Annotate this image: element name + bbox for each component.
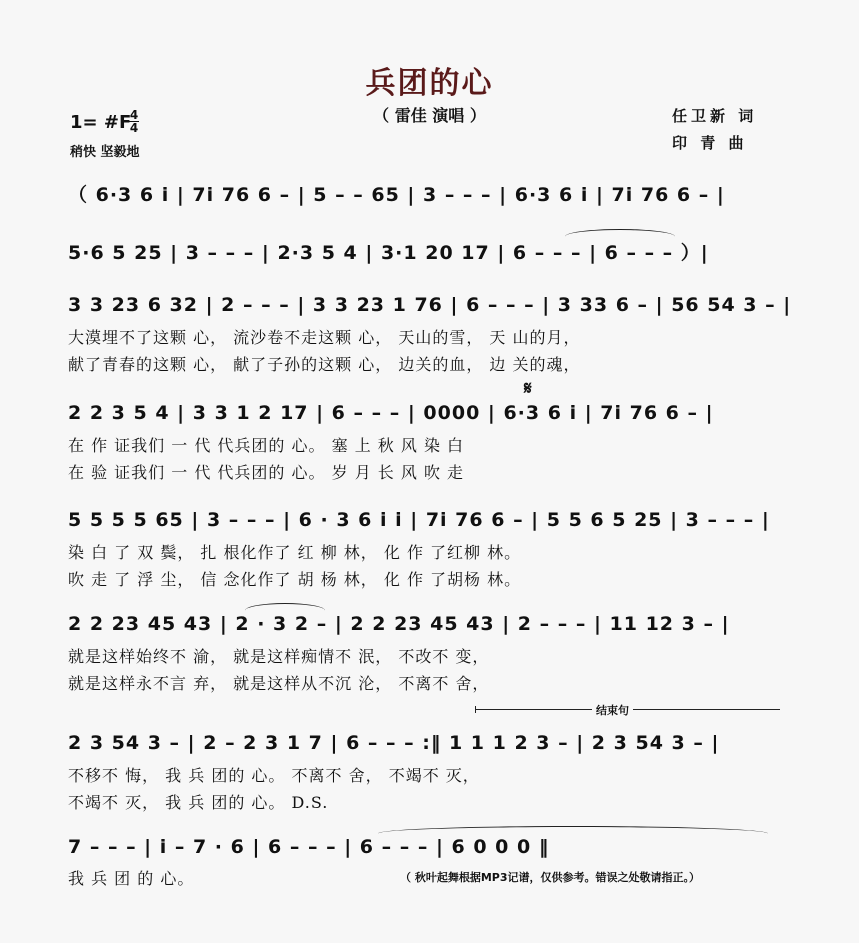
key-signature: 1= #F [70, 112, 132, 133]
slur-mark [378, 826, 768, 841]
lyric-line-6a: 就是这样始终不 渝， 就是这样痴情不 泯， 不改不 变， [68, 647, 490, 666]
notation-line-4: 2 2 3 5 4 | 3 3 1 2 17 | 6 – – – | 0000 | 6·3 6 i | 7i 76 6 – | [68, 402, 714, 424]
notation-line-8: 7 – – – | i – 7 · 6 | 6 – – – | 6 – – – | 6 0 0 0 ‖ [68, 836, 550, 858]
notation-line-1: （ 6·3 6 i | 7i 76 6 – | 5 – – 65 | 3 – – – | 6·3 6 i | 7i 76 6 – | [68, 184, 725, 206]
tempo-marking: 稍快 坚毅地 [70, 145, 140, 160]
segno-sign: 𝄋 [524, 378, 532, 399]
lyric-line-6b: 就是这样永不言 弃， 就是这样从不沉 沦， 不离不 舍， [68, 674, 490, 693]
end-marker: 结束句 [592, 702, 633, 718]
footnote: （ 秋叶起舞根据MP3记谱，仅供参考。错误之处敬请指正。） [400, 871, 700, 884]
song-title: 兵团的心 [365, 66, 494, 101]
notation-line-6: 2 2 23 45 43 | 2 · 3 2 – | 2 2 23 45 43 | 2 – – – | 11 12 3 – | [68, 613, 730, 635]
credits [672, 103, 757, 157]
lyric-line-7a: 不移不 悔， 我 兵 团的 心。 不离不 舍， 不竭不 灭， [68, 766, 480, 785]
slur-mark [245, 603, 325, 618]
lyric-line-8: 我 兵 团 的 心。 [68, 869, 195, 888]
lyric-line-4a: 在 作 证我们 一 代 代兵团的 心。 塞 上 秋 风 染 白 [68, 436, 465, 455]
time-signature: 4 4 [129, 108, 139, 135]
lyric-line-7b: 不竭不 灭， 我 兵 团的 心。 D.S. [68, 793, 329, 812]
slur-mark [565, 229, 675, 244]
composer: 印 青 曲 [672, 134, 748, 152]
notation-line-3: 3 3 23 6 32 | 2 – – – | 3 3 23 1 76 | 6 – – – | 3 33 6 – | 56 54 3 – | [68, 294, 792, 316]
singer-credit: （ 雷佳 演唱 ） [373, 106, 486, 125]
lyricist: 任卫新 词 [672, 107, 758, 125]
lyric-line-3b: 献了青春的这颗 心， 献了子孙的这颗 心， 边关的血， 边 关的魂， [68, 355, 581, 374]
lyric-line-4b: 在 验 证我们 一 代 代兵团的 心。 岁 月 长 风 吹 走 [68, 463, 465, 482]
notation-line-2: 5·6 5 25 | 3 – – – | 2·3 5 4 | 3·1 20 17 | 6 – – – | 6 – – – ）| [68, 242, 709, 264]
notation-line-5: 5 5 5 5 65 | 3 – – – | 6 · 3 6 i i | 7i 76 6 – | 5 5 6 5 25 | 3 – – – | [68, 509, 770, 531]
lyric-line-3a: 大漠埋不了这颗 心， 流沙卷不走这颗 心， 天山的雪， 天 山的月， [68, 328, 581, 347]
notation-line-7: 2 3 54 3 – | 2 – 2 3 1 7 | 6 – – – :‖ 1 1 1 2 3 – | 2 3 54 3 – | [68, 732, 720, 754]
lyric-line-5a: 染 白 了 双 鬓， 扎 根化作了 红 柳 林， 化 作 了红柳 林。 [68, 543, 522, 562]
lyric-line-5b: 吹 走 了 浮 尘， 信 念化作了 胡 杨 林， 化 作 了胡杨 林。 [68, 570, 522, 589]
